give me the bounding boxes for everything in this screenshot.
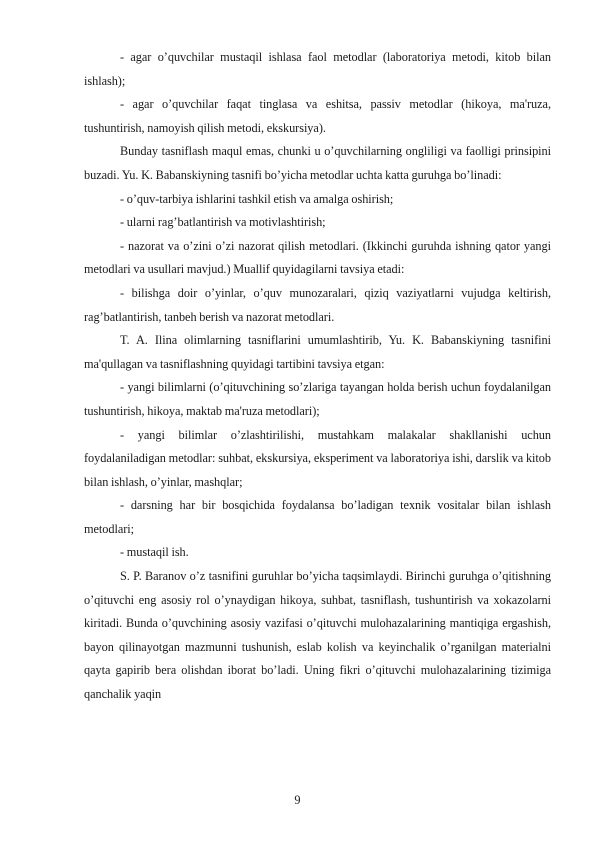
- page-body: [84, 46, 551, 707]
- paragraph-passive-methods: - agar o’quvchilar faqat tinglasa va eshitsa, passiv metodlar (hikoya, ma'ruza, tushuntirish, namoyish qilish metodi, ekskursiya).: [84, 97, 551, 135]
- paragraph-independent-work: - mustaqil ish.: [120, 545, 189, 560]
- paragraph-motivation: - ularni rag’batlantirish va motivlashtirish;: [120, 215, 326, 230]
- paragraph-babanskiy-intro: Bunday tasniflash maqul emas, chunki u o’quvchilarning ongliligi va faolligi prinsipini buzadi. Yu. K. Babanskiyning tasnifi bo’yicha metodlar uchta katta guruhga bo’linadi:: [84, 144, 551, 182]
- paragraph-control-methods: - nazorat va o’zini o’zi nazorat qilish metodlari. (Ikkinchi guruhda ishning qator yangi metodlari va usullari mavjud.) Muallif quyidagilarni tavsiya etadi:: [84, 238, 551, 277]
- paragraph-technical-means: - darsning har bir bosqichida foydalansa bo’ladigan texnik vositalar bilan ishlash metodlari;: [84, 498, 551, 536]
- page-number: 9: [294, 793, 301, 807]
- paragraph-new-knowledge: - yangi bilimlarni (o’qituvchining so’zlariga tayangan holda berish uchun foydalanilgan tushuntirish, hikoya, maktab ma'ruza metodlari);: [84, 380, 551, 418]
- paragraph-cognitive-games: - bilishga doir o’yinlar, o’quv munozaralari, qiziq vaziyatlarni vujudga keltirish, rag’batlantirish, tanbeh berish va nazorat metodlari.: [84, 285, 551, 324]
- paragraph-ilina-intro: T. A. Ilina olimlarning tasniflarini umumlashtirib, Yu. K. Babanskiyning tasnifini ma'qullagan va tasniflashning quyidagi tartibini tavsiya etgan:: [84, 333, 551, 371]
- paragraph-organization: - o’quv-tarbiya ishlarini tashkil etish va amalga oshirish;: [120, 191, 394, 206]
- paragraph-skill-formation: - yangi bilimlar o’zlashtirilishi, mustahkam malakalar shakllanishi uchun foydalaniladigan metodlar: suhbat, ekskursiya, eksperiment va laboratoriya ishi, darslik va kitob bilan ishlash, o’yinlar, mashqlar;: [84, 427, 551, 489]
- paragraph-active-methods: - agar o’quvchilar mustaqil ishlasa faol metodlar (laboratoriya metodi, kitob bilan ishlash);: [84, 50, 551, 88]
- paragraph-baranov: S. P. Baranov o’z tasnifini guruhlar bo’yicha taqsimlaydi. Birinchi guruhga o’qitishning o’qituvchi eng asosiy rol o’ynaydigan hikoya, suhbat, tasniflash, tushuntirish va xokazolarni kiritadi. Bunda o’quvchining asosiy vazifasi o’qituvchi mulohazalarining mantiqiga ergashish, bayon qilinayotgan mazmunni tushunish, eslab kolish va keyinchalik o’rganilgan materialni qayta gapirib bera olishdan iborat bo’ladi. Uning fikri o’qituvchi mulohazalarining tizimiga qanchalik yaqin: [84, 569, 551, 702]
